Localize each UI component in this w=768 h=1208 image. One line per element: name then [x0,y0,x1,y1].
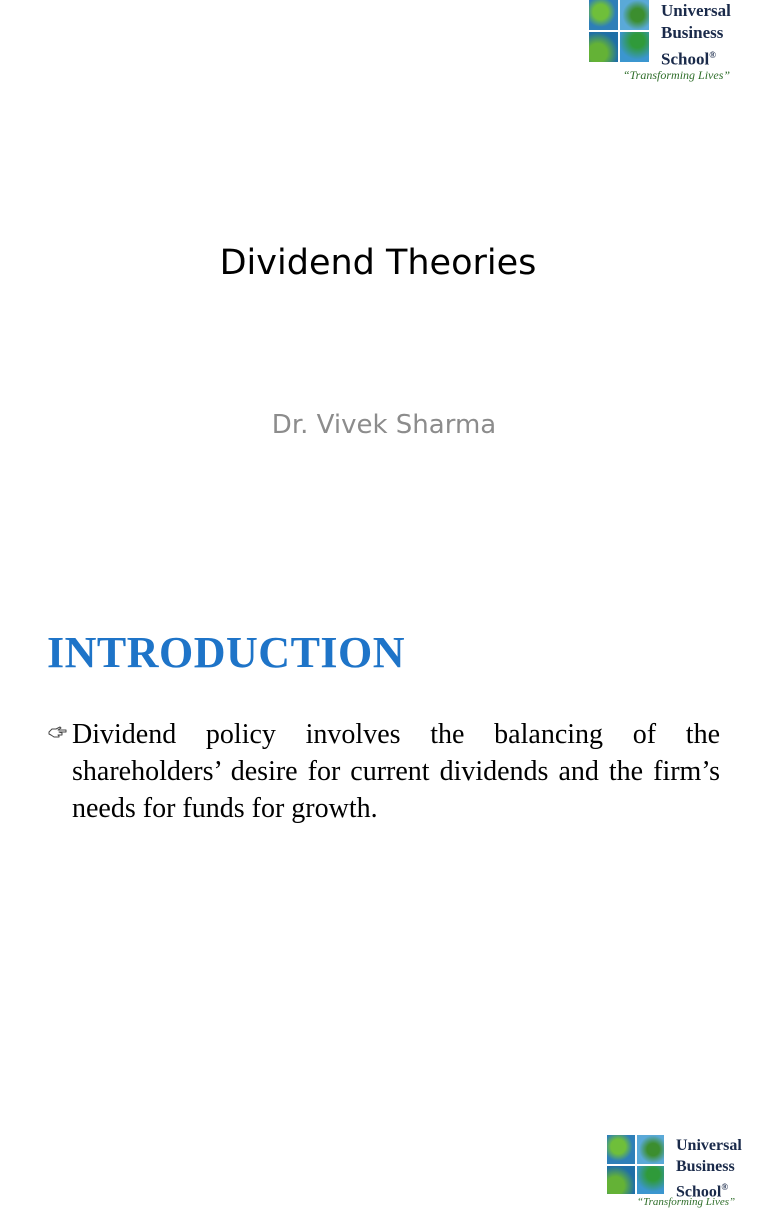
globe-tile-icon [589,0,618,30]
logo-line: Business [676,1158,735,1175]
logo-line: Business [661,23,724,42]
logo-line-text: School [661,49,710,69]
logo-line: Universal [676,1137,742,1154]
slide-title [0,0,768,560]
logo-tagline: “Transforming Lives” [623,68,731,82]
globe-grid-icon [607,1135,664,1194]
logo-line: Universal [661,1,731,20]
bullet-item [48,716,720,827]
registered-mark: ® [721,1182,729,1192]
logo-wordmark [676,1135,742,1202]
hand-pointer-icon-svg [48,724,68,740]
globe-tile-icon [607,1166,635,1195]
slide-author: Dr. Vivek Sharma [271,410,497,440]
globe-tile-icon [637,1135,665,1164]
globe-tile-icon [620,32,649,62]
bullet-text: Dividend policy involves the balancing of the shareholders’ desire for current dividends and the firm’s needs for funds for growth. [72,719,720,824]
globe-tile-icon [607,1135,635,1164]
school-logo [589,0,731,82]
logo-line [661,44,731,71]
section-heading: INTRODUCTION [47,628,406,677]
school-logo [607,1135,742,1208]
logo-wordmark [661,0,731,71]
globe-grid-icon [589,0,649,62]
globe-tile-icon [589,32,618,62]
slide-title-text: Dividend Theories [219,243,537,283]
hand-pointer-icon [48,716,72,827]
registered-mark: ® [709,50,716,60]
globe-tile-icon [620,0,649,30]
logo-line-text: School [676,1183,722,1201]
globe-tile-icon [637,1166,665,1195]
logo-tagline: “Transforming Lives” [637,1196,736,1208]
